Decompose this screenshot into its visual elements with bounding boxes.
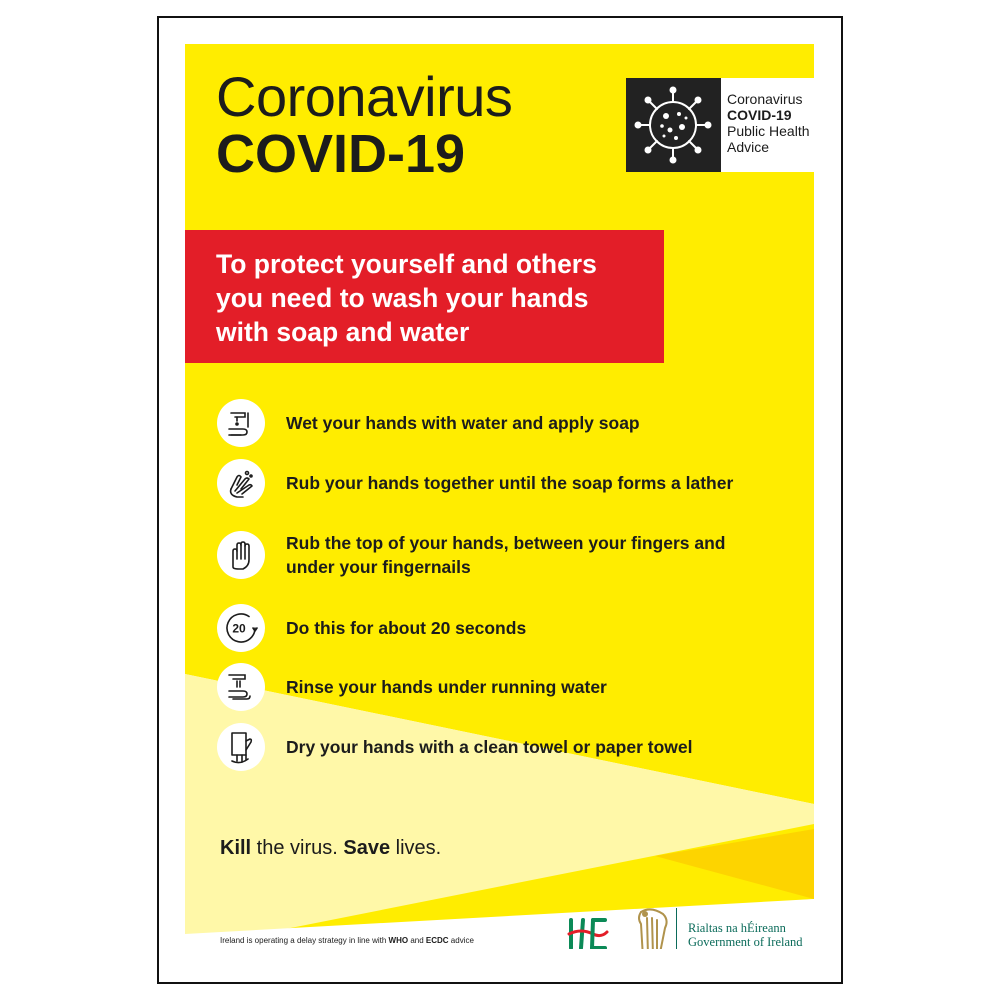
timer-icon-label: 20 (232, 621, 246, 636)
poster-title (216, 65, 513, 184)
running-water-icon (217, 663, 265, 711)
step-icon-circle (217, 604, 265, 652)
slogan-save: Save (343, 837, 391, 859)
step-line: Rub the top of your hands, between your fingers and (286, 533, 726, 553)
badge-line-coronavirus: Coronavirus (727, 91, 803, 107)
slogan-kill: Kill (220, 837, 252, 859)
headline-banner (185, 230, 664, 363)
gov-separator (676, 908, 677, 949)
step-line: Rub your hands together until the soap forms a lather (286, 473, 734, 493)
badge-line-public-health: Public Health (727, 123, 810, 139)
soap-dispenser-icon (217, 399, 265, 447)
step-icon-circle (217, 723, 265, 771)
step-icon-circle (217, 399, 265, 447)
headline-line-2: you need to wash your hands (216, 283, 589, 313)
title-coronavirus: Coronavirus (216, 65, 513, 128)
slogan (220, 837, 441, 860)
step-icon-circle (217, 459, 265, 507)
hse-logo (565, 914, 611, 949)
timer-icon (217, 604, 265, 652)
badge-text (727, 91, 810, 155)
footnote-text: and (408, 936, 426, 945)
public-health-badge (626, 78, 814, 172)
gov-english-name: Government of Ireland (688, 935, 803, 949)
slogan-lives: lives. (390, 837, 442, 859)
towel-icon (217, 723, 265, 771)
step-icon-circle (217, 531, 265, 579)
title-covid19: COVID-19 (216, 124, 466, 184)
badge-line-advice: Advice (727, 139, 770, 155)
step-line: Rinse your hands under running water (286, 677, 607, 697)
footnote-who: WHO (388, 936, 409, 945)
step-icon-circle (217, 663, 265, 711)
footnote (220, 936, 474, 945)
government-of-ireland-wordmark (688, 921, 803, 949)
step-line: Dry your hands with a clean towel or paper towel (286, 737, 693, 757)
step-text (286, 411, 640, 435)
step-text (286, 531, 725, 579)
poster (185, 44, 814, 949)
step-text (286, 616, 526, 640)
footnote-ecdc: ECDC (425, 936, 449, 945)
slogan-the-virus: the virus. (251, 837, 344, 859)
headline-line-3: with soap and water (216, 317, 470, 347)
step-line: Wet your hands with water and apply soap (286, 413, 640, 433)
logos (565, 904, 814, 949)
badge-icon-panel (626, 78, 721, 172)
gov-irish-name: Rialtas na hÉireann (688, 921, 786, 935)
badge-line-covid19: COVID-19 (727, 107, 792, 123)
hand-palms-icon (217, 531, 265, 579)
step-line: under your fingernails (286, 557, 471, 577)
step-line: Do this for about 20 seconds (286, 618, 527, 638)
rubbing-hands-icon (217, 459, 265, 507)
step-text (286, 471, 733, 495)
virus-icon (626, 78, 721, 172)
footnote-text: advice (448, 936, 474, 945)
headline-line-1: To protect yourself and others (216, 249, 597, 279)
step-text (286, 675, 607, 699)
step-text (286, 735, 692, 759)
footnote-text: Ireland is operating a delay strategy in line with (220, 936, 389, 945)
harp-emblem-icon (635, 904, 671, 949)
